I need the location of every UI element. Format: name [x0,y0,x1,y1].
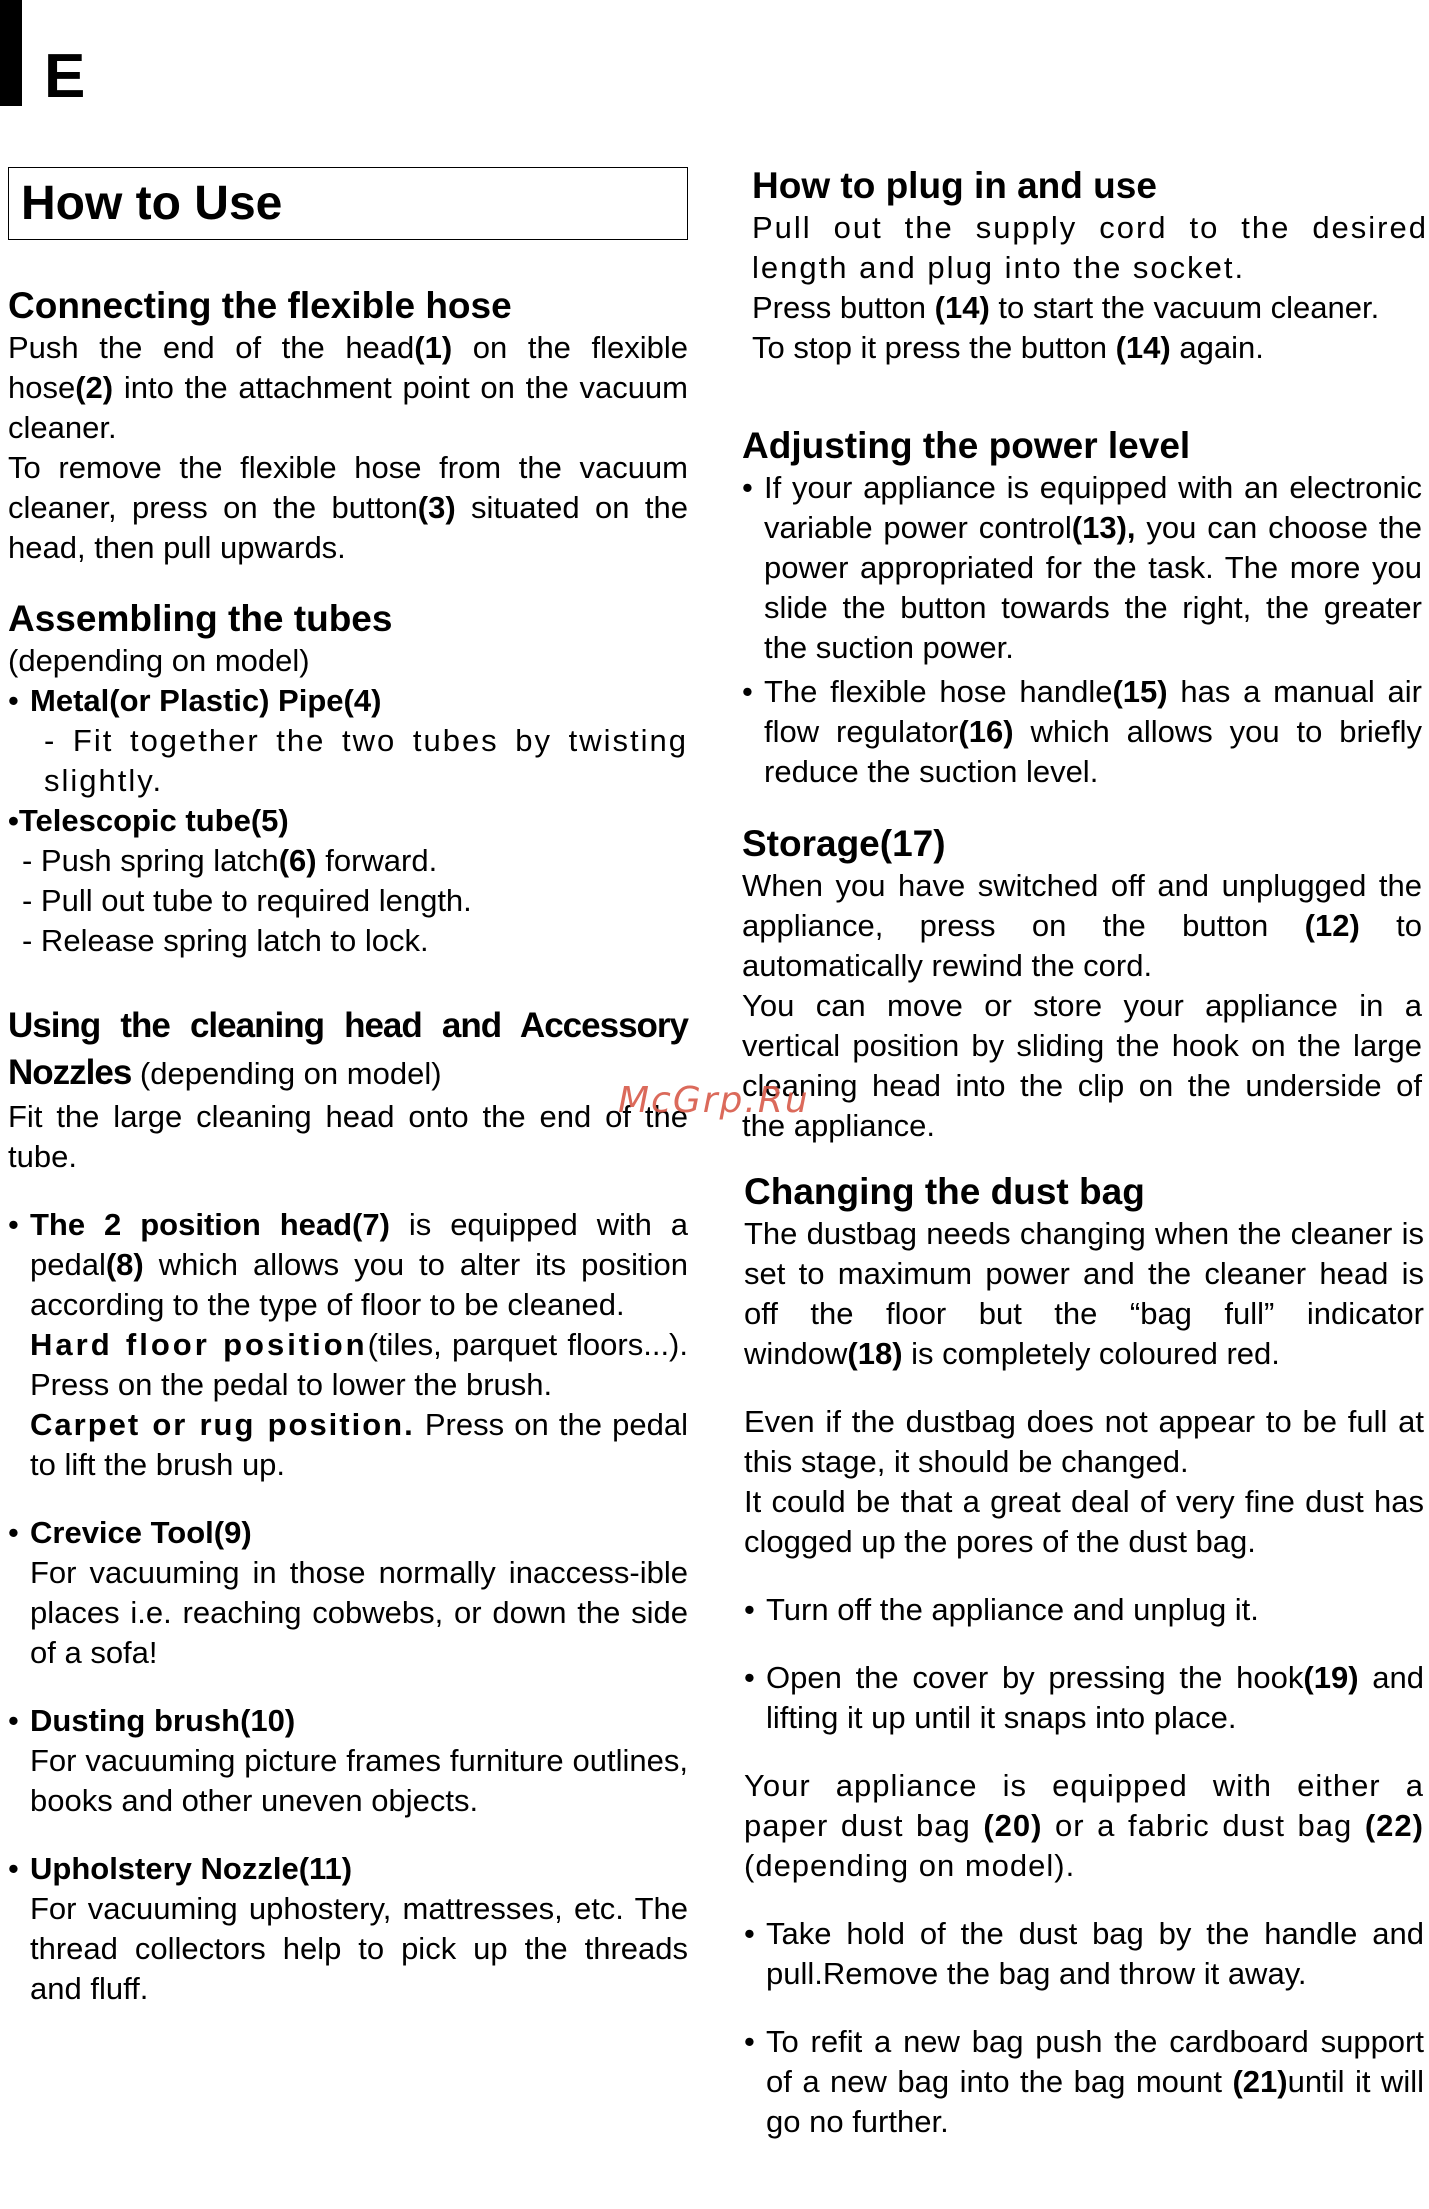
plug-in-text: Pull out the supply cord to the desired length and plug into the socket. [752,210,1428,285]
upholstery-nozzle-text: For vacuuming uphostery, mattresses, etc. The thread collectors help to pick up the threads and fluff. [30,1891,688,2006]
open-cover-step: • Open the cover by pressing the hook(19) and lifting it up until it snaps into place. [744,1658,1424,1738]
dust-bag-section [744,1170,1424,2142]
remove-hose-text: To remove the flexible hose from the vacuum cleaner, press on the button(3) situated on the head, then pull upwards. [8,450,688,565]
language-letter: E [44,42,86,111]
remove-bag-step: • Take hold of the dust bag by the handle and pull.Remove the bag and throw it away. [744,1914,1424,1994]
watermark: McGrp.Ru [618,1080,810,1121]
start-text: Press button (14) to start the vacuum cleaner. [752,290,1380,325]
dust-bag-heading: Changing the dust bag [744,1171,1145,1212]
connecting-hose-heading: Connecting the flexible hose [8,285,512,326]
dust-bag-indicator-text: The dustbag needs changing when the cleaner is set to maximum power and the cleaner head is off the floor but the “bag full” indicator window(18) is completely coloured red. [744,1216,1424,1371]
dusting-brush-text: For vacuuming picture frames furniture outlines, books and other uneven objects. [30,1743,688,1818]
dust-bag-change-text: Even if the dustbag does not appear to be full at this stage, it should be changed. [744,1404,1424,1479]
stop-text: To stop it press the button (14) again. [752,330,1264,365]
telescopic-tube-title: •Telescopic tube(5) [8,803,289,838]
nozzles-intro: Fit the large cleaning head onto the end of the tube. [8,1099,688,1174]
carpet-text: Carpet or rug position. Press on the pedal to lift the brush up. [30,1407,688,1482]
refit-bag-step: • To refit a new bag push the cardboard support of a new bag into the bag mount (21)until it will go no further. [744,2022,1424,2142]
dusting-brush-title: • Dusting brush(10) [8,1701,688,1741]
plug-in-heading: How to plug in and use [752,165,1157,206]
telescopic-step-2: - Pull out tube to required length. [22,883,472,918]
tubes-model-note: (depending on model) [8,643,310,678]
hard-floor-text: Hard floor position(tiles, parquet floors...). Press on the pedal to lower the brush. [30,1327,688,1402]
connecting-hose-text: Push the end of the head(1) on the flexible hose(2) into the attachment point on the vacuum cleaner. [8,330,688,445]
upholstery-nozzle-title: • Upholstery Nozzle(11) [8,1849,688,1889]
section-title-box [8,167,688,240]
plug-in-section [752,164,1428,368]
storage-vertical-text: You can move or store your appliance in a vertical position by sliding the hook on the large cleaning head into the clip on the underside of the appliance. [742,988,1422,1143]
metal-pipe-step: - Fit together the two tubes by twisting slightly. [44,723,688,798]
air-flow-regulator-text: • The flexible hose handle(15) has a manual air flow regulator(16) which allows you to briefly reduce the suction level. [742,672,1422,792]
nozzles-section [8,1003,688,2009]
telescopic-step-1: - Push spring latch(6) forward. [22,843,438,878]
storage-section [742,822,1422,1146]
crevice-tool-text: For vacuuming in those normally inaccess-ible places i.e. reaching cobwebs, or down the side of a sofa! [30,1555,688,1670]
power-level-heading: Adjusting the power level [742,425,1191,466]
assembling-tubes-heading: Assembling the tubes [8,598,393,639]
power-level-section [742,424,1422,792]
telescopic-step-3: - Release spring latch to lock. [22,923,429,958]
turn-off-step: • Turn off the appliance and unplug it. [744,1590,1424,1630]
assembling-tubes-section [8,597,688,961]
storage-heading: Storage(17) [742,823,946,864]
language-tab-bar [0,0,22,106]
section-title: How to Use [21,177,283,230]
bag-type-text: Your appliance is equipped with either a paper dust bag (20) or a fabric dust bag (22)(depending on model). [744,1768,1424,1883]
storage-rewind-text: When you have switched off and unplugged the appliance, press on the button (12) to automatically rewind the cord. [742,868,1423,983]
power-control-text: • If your appliance is equipped with an electronic variable power control(13), you can choose the power appropriated for the task. The more you slide the button towards the right, the greater the suction power. [742,468,1422,668]
two-position-head-text: • The 2 position head(7) is equipped with a pedal(8) which allows you to alter its position according to the type of floor to be cleaned. [8,1205,688,1325]
crevice-tool-title: • Crevice Tool(9) [8,1513,688,1553]
metal-pipe-title: • Metal(or Plastic) Pipe(4) [8,681,688,721]
connecting-hose-section [8,284,688,568]
dust-bag-pores-text: It could be that a great deal of very fine dust has clogged up the pores of the dust bag. [744,1484,1424,1559]
nozzles-heading: Using the cleaning head and Accessory Nozzles (depending on model) [8,1006,688,1092]
